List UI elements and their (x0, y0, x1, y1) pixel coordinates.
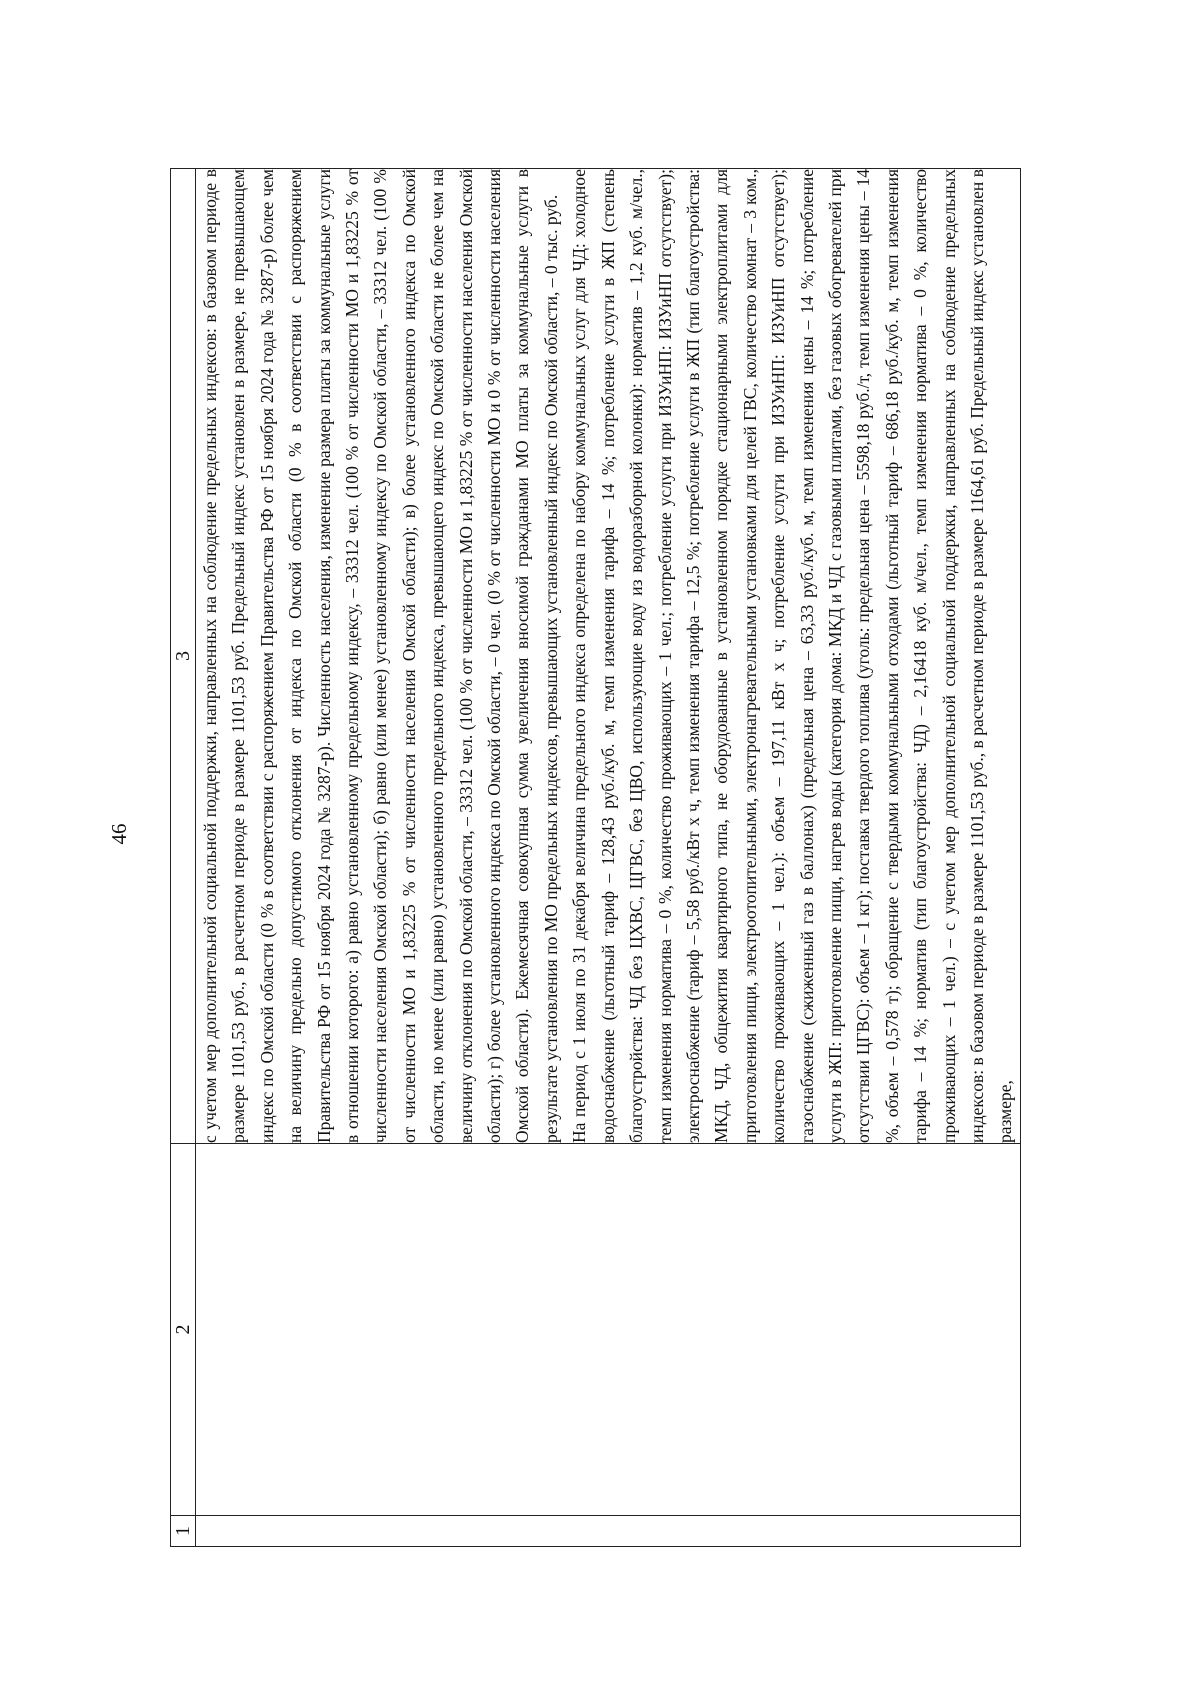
header-row (171, 169, 196, 1547)
cell-column-2 (196, 1144, 1021, 1516)
cell-column-1 (196, 1516, 1021, 1547)
cell-column-3 (196, 169, 1021, 1144)
column-header-1: 1 (171, 1516, 196, 1547)
paragraph-base-period: с учетом мер дополнительной социальной поддержки, направленных на соблюдение предельных индексов: в базовом периоде в размере 1101,53 руб., в расчетном периоде в размере 1101,53 руб. Предельный индекс установлен в размере, не превышающем индекс по Омской области (0 % в соответствии с распоряжением Правительства РФ от 15 ноября 2024 года № 3287-р) более чем на величину предельно допустимого отклонения от индекса по Омской области (0 % в соответствии с распоряжением Правительства РФ от 15 ноября 2024 года № 3287-р). Численность населения, изменение размера платы за коммунальные услуги в отношении которого: а) равно установленному предельному индексу, – 33312 чел. (100 % от численности МО и 1,83225 % от численности населения Омской области); б) равно (или менее) установленному индексу по Омской области, – 33312 чел. (100 % от численности МО и 1,83225 % от численности населения Омской области); в) более установленного индекса по Омской области, но менее (или равно) установленного предельного индекса, превышающего индекс по Омской области не более чем на величину отклонения по Омской области, – 33312 чел. (100 % от численности МО и 1,83225 % от численности населения Омской области); г) более установленного индекса по Омской области, – 0 чел. (0 % от численности МО и 0 % от численности населения Омской области). Ежемесячная совокупная сумма увеличения вносимой гражданами МО платы за коммунальные услуги в результате установления по МО предельных индексов, превышающих установленный индекс по Омской области, – 0 тыс. руб. (200, 169, 561, 1143)
column-header-2: 2 (171, 1144, 196, 1516)
table-row (196, 169, 1021, 1547)
data-table (170, 168, 1021, 1547)
page-number: 46 (107, 823, 131, 845)
column-header-3: 3 (171, 169, 196, 1144)
paragraph-july-december: На период с 1 июля по 31 декабря величина предельного индекса определена по набору коммунальных услуг для ЧД: холодное водоснабжение (льготный тариф – 128,43 руб./куб. м, темп изменения тарифа – 14 %; потребление услуги в ЖП (степень благоустройства: ЧД без ЦХВС, ЦГВС, без ЦВО, использующие воду из водоразборной колонки): норматив – 1,2 куб. м/чел., темп изменения норматива – 0 %, количество проживающих – 1 чел.; потребление услуги при ИЗУиНП: ИЗУиНП отсутствует); электроснабжение (тариф – 5,58 руб./кВт х ч, темп изменения тарифа – 12,5 %; потребление услуги в ЖП (тип благоустройства: МКД, ЧД, общежития квартирного типа, не оборудованные в установленном порядке стационарными электроплитами для приготовления пищи, электроотопительными, электронагревательными установками для целей ГВС, количество комнат – 3 ком., количество проживающих – 1 чел.): объем – 197,11 кВт х ч; потребление услуги при ИЗУиНП: ИЗУиНП отсутствует); газоснабжение (сжиженный газ в баллонах) (предельная цена – 63,33 руб./куб. м, темп изменения цены – 14 %; потребление услуги в ЖП: приготовление пищи, нагрев воды (категория дома: МКД и ЧД с газовыми плитами, без газовых обогревателей при отсутствии ЦГВС): объем – 1 кг); поставка твердого топлива (уголь: предельная цена – 5598,18 руб./т, темп изменения цены – 14 %, объем – 0,578 т); обращение с твердыми коммунальными отходами (льготный тариф – 686,18 руб./куб. м, темп изменения тарифа – 14 %; норматив (тип благоустройства: ЧД) – 2,16418 куб. м/чел., темп изменения норматива – 0 %, количество проживающих – 1 чел.) – с учетом мер дополнительной социальной поддержки, направленных на соблюдение предельных индексов: в базовом периоде в размере 1101,53 руб., в расчетном периоде в размере 1164,61 руб. Предельный индекс установлен в размере, (569, 169, 1016, 1143)
